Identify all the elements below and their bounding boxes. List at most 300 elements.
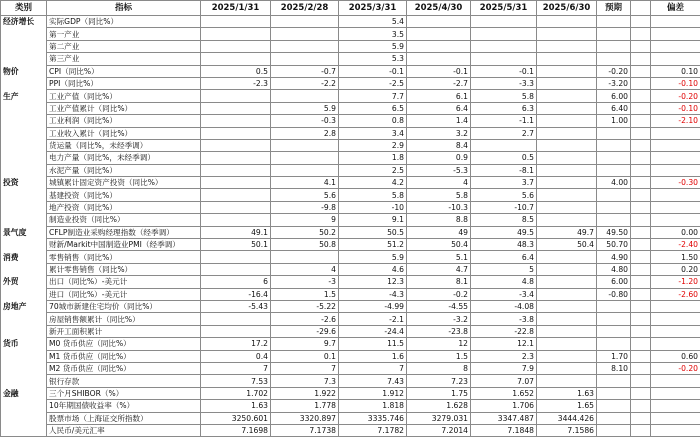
category-cell <box>1 362 47 374</box>
table-row <box>1 28 700 40</box>
forecast-cell <box>597 387 631 399</box>
indicator-label: 银行存款 <box>47 375 201 387</box>
value-cell: 7.9 <box>471 362 537 374</box>
deviation-cell <box>651 375 700 387</box>
value-cell: 0.1 <box>271 350 339 362</box>
indicator-label: PPI（同比%） <box>47 77 201 89</box>
value-cell: 1.8 <box>339 152 407 164</box>
value-cell: 4.7 <box>407 263 471 275</box>
value-cell: 5.8 <box>339 189 407 201</box>
category-cell <box>1 139 47 151</box>
value-cell <box>537 288 597 300</box>
table-row <box>1 40 700 52</box>
value-cell: 7.53 <box>201 375 271 387</box>
value-cell <box>631 127 651 139</box>
table-row <box>1 115 700 127</box>
value-cell: 3250.601 <box>201 412 271 424</box>
category-cell: 物价 <box>1 65 47 77</box>
value-cell: 1.5 <box>407 350 471 362</box>
table-row <box>1 400 700 412</box>
deviation-cell: 0.20 <box>651 263 700 275</box>
value-cell: -0.1 <box>471 65 537 77</box>
value-cell <box>631 375 651 387</box>
table-row <box>1 177 700 189</box>
value-cell: -4.55 <box>407 300 471 312</box>
value-cell <box>201 90 271 102</box>
value-cell: 1.778 <box>271 400 339 412</box>
value-cell <box>471 139 537 151</box>
value-cell <box>537 313 597 325</box>
table-row <box>1 350 700 362</box>
deviation-cell <box>651 139 700 151</box>
indicator-label: 新开工面积累计 <box>47 325 201 337</box>
value-cell: 4.1 <box>271 177 339 189</box>
value-cell: 0.8 <box>339 115 407 127</box>
value-cell: 0.5 <box>201 65 271 77</box>
value-cell: -16.4 <box>201 288 271 300</box>
table-row <box>1 139 700 151</box>
forecast-cell <box>597 313 631 325</box>
value-cell: 1.628 <box>407 400 471 412</box>
value-cell <box>631 350 651 362</box>
value-cell: -2.2 <box>271 77 339 89</box>
value-cell <box>407 16 471 28</box>
header-row <box>1 1 700 16</box>
value-cell <box>471 53 537 65</box>
value-cell: 7 <box>271 362 339 374</box>
table-row <box>1 424 700 436</box>
indicator-label: 人民币/美元汇率 <box>47 424 201 436</box>
value-cell <box>631 400 651 412</box>
value-cell: 7.1698 <box>201 424 271 436</box>
category-cell <box>1 288 47 300</box>
value-cell: 1.65 <box>537 400 597 412</box>
value-cell: 49.7 <box>537 226 597 238</box>
value-cell: 2.9 <box>339 139 407 151</box>
table-row <box>1 239 700 251</box>
table-row <box>1 201 700 213</box>
category-cell: 外贸 <box>1 276 47 288</box>
value-cell: 7.1738 <box>271 424 339 436</box>
value-cell: 50.4 <box>537 239 597 251</box>
table-row <box>1 288 700 300</box>
value-cell: -3.2 <box>407 313 471 325</box>
value-cell <box>537 350 597 362</box>
value-cell: 8 <box>407 362 471 374</box>
value-cell <box>631 276 651 288</box>
value-cell: 1.63 <box>537 387 597 399</box>
value-cell <box>537 300 597 312</box>
value-cell: 1.6 <box>339 350 407 362</box>
value-cell: 50.4 <box>407 239 471 251</box>
value-cell: 5.8 <box>471 90 537 102</box>
indicator-label: 城镇累计固定资产投资（同比%） <box>47 177 201 189</box>
value-cell <box>631 28 651 40</box>
category-cell <box>1 263 47 275</box>
deviation-cell: -0.20 <box>651 362 700 374</box>
value-cell: 4 <box>271 263 339 275</box>
value-cell: 5.9 <box>271 102 339 114</box>
value-cell <box>537 28 597 40</box>
value-cell: 6.4 <box>471 251 537 263</box>
forecast-cell: -0.80 <box>597 288 631 300</box>
table-row <box>1 152 700 164</box>
table-row <box>1 189 700 201</box>
indicator-label: 货运量（同比%，未经季调） <box>47 139 201 151</box>
value-cell: -8.1 <box>471 164 537 176</box>
deviation-cell: -2.60 <box>651 288 700 300</box>
value-cell <box>537 90 597 102</box>
deviation-cell <box>651 152 700 164</box>
table-body <box>1 16 700 437</box>
forecast-cell <box>597 16 631 28</box>
value-cell: 5 <box>471 263 537 275</box>
value-cell <box>631 263 651 275</box>
value-cell <box>537 177 597 189</box>
value-cell: 3444.426 <box>537 412 597 424</box>
deviation-cell <box>651 325 700 337</box>
deviation-cell <box>651 16 700 28</box>
value-cell <box>201 313 271 325</box>
value-cell <box>537 263 597 275</box>
value-cell: -3.4 <box>471 288 537 300</box>
value-cell: 11.5 <box>339 338 407 350</box>
indicator-label: 水泥产量（同比%） <box>47 164 201 176</box>
value-cell: 17.2 <box>201 338 271 350</box>
deviation-cell <box>651 300 700 312</box>
value-cell <box>271 28 339 40</box>
value-cell <box>537 139 597 151</box>
value-cell: 7.7 <box>339 90 407 102</box>
category-cell: 生产 <box>1 90 47 102</box>
value-cell <box>537 189 597 201</box>
value-cell: -3.8 <box>471 313 537 325</box>
table-row <box>1 263 700 275</box>
value-cell: -0.1 <box>407 65 471 77</box>
value-cell: 1.702 <box>201 387 271 399</box>
value-cell <box>631 214 651 226</box>
value-cell <box>407 40 471 52</box>
category-cell <box>1 239 47 251</box>
value-cell <box>631 189 651 201</box>
value-cell: 4.6 <box>339 263 407 275</box>
value-cell: -4.08 <box>471 300 537 312</box>
value-cell <box>201 263 271 275</box>
value-cell <box>537 102 597 114</box>
value-cell: 1.5 <box>271 288 339 300</box>
indicator-label: 基建投资（同比%） <box>47 189 201 201</box>
indicator-label: CPI（同比%） <box>47 65 201 77</box>
deviation-cell: -0.10 <box>651 102 700 114</box>
value-cell: -2.5 <box>339 77 407 89</box>
value-cell: 6.5 <box>339 102 407 114</box>
value-cell <box>471 40 537 52</box>
table-row <box>1 164 700 176</box>
value-cell: -1.1 <box>471 115 537 127</box>
indicator-label: 出口（同比%）-美元计 <box>47 276 201 288</box>
table-row <box>1 53 700 65</box>
value-cell <box>631 300 651 312</box>
col-header: 2025/4/30 <box>407 1 471 16</box>
value-cell: -5.3 <box>407 164 471 176</box>
table-row <box>1 214 700 226</box>
value-cell <box>631 201 651 213</box>
indicator-label: M1 货币供应（同比%） <box>47 350 201 362</box>
category-cell <box>1 115 47 127</box>
value-cell: 49 <box>407 226 471 238</box>
value-cell: 7.1848 <box>471 424 537 436</box>
value-cell <box>631 164 651 176</box>
indicator-label: 第三产业 <box>47 53 201 65</box>
forecast-cell: 4.90 <box>597 251 631 263</box>
forecast-cell <box>597 40 631 52</box>
value-cell <box>271 251 339 263</box>
forecast-cell <box>597 325 631 337</box>
value-cell <box>201 201 271 213</box>
value-cell: -4.3 <box>339 288 407 300</box>
value-cell <box>201 139 271 151</box>
category-cell <box>1 127 47 139</box>
col-header: 2025/3/31 <box>339 1 407 16</box>
value-cell <box>537 201 597 213</box>
value-cell: 4 <box>407 177 471 189</box>
category-cell: 消费 <box>1 251 47 263</box>
forecast-cell <box>597 152 631 164</box>
value-cell <box>537 251 597 263</box>
category-cell <box>1 77 47 89</box>
category-cell <box>1 28 47 40</box>
category-cell <box>1 325 47 337</box>
value-cell: -29.6 <box>271 325 339 337</box>
deviation-cell <box>651 164 700 176</box>
value-cell: 3.2 <box>407 127 471 139</box>
value-cell: 4.8 <box>471 276 537 288</box>
table-row <box>1 90 700 102</box>
value-cell: 7.43 <box>339 375 407 387</box>
value-cell <box>631 239 651 251</box>
value-cell <box>537 65 597 77</box>
indicator-label: 70城市新建住宅均价（同比%） <box>47 300 201 312</box>
value-cell <box>537 77 597 89</box>
forecast-cell <box>597 412 631 424</box>
deviation-cell <box>651 201 700 213</box>
forecast-cell: 1.00 <box>597 115 631 127</box>
deviation-cell <box>651 424 700 436</box>
category-cell <box>1 313 47 325</box>
value-cell <box>537 16 597 28</box>
col-header: 2025/1/31 <box>201 1 271 16</box>
value-cell <box>537 127 597 139</box>
table-row <box>1 412 700 424</box>
forecast-cell <box>597 214 631 226</box>
value-cell <box>537 40 597 52</box>
value-cell <box>631 102 651 114</box>
value-cell: 1.75 <box>407 387 471 399</box>
value-cell: -9.8 <box>271 201 339 213</box>
value-cell <box>631 338 651 350</box>
category-cell: 景气度 <box>1 226 47 238</box>
value-cell: 9.1 <box>339 214 407 226</box>
value-cell <box>201 127 271 139</box>
deviation-cell <box>651 400 700 412</box>
value-cell: 1.652 <box>471 387 537 399</box>
deviation-cell: -0.30 <box>651 177 700 189</box>
forecast-cell: 50.70 <box>597 239 631 251</box>
value-cell <box>201 152 271 164</box>
indicator-label: 房屋销售额累计（同比%） <box>47 313 201 325</box>
value-cell <box>201 251 271 263</box>
value-cell: 3.4 <box>339 127 407 139</box>
indicator-label: 地产投资（同比%） <box>47 201 201 213</box>
indicator-label: 进口（同比%）-美元计 <box>47 288 201 300</box>
value-cell: 7 <box>201 362 271 374</box>
table-row <box>1 375 700 387</box>
forecast-cell <box>597 424 631 436</box>
value-cell <box>631 40 651 52</box>
value-cell <box>201 28 271 40</box>
value-cell: 1.912 <box>339 387 407 399</box>
value-cell: 5.3 <box>339 53 407 65</box>
table-row <box>1 313 700 325</box>
value-cell <box>631 65 651 77</box>
value-cell <box>537 375 597 387</box>
indicator-label: 财新/Markit中国制造业PMI（经季调） <box>47 239 201 251</box>
value-cell <box>537 338 597 350</box>
indicator-label: 工业利润（同比%） <box>47 115 201 127</box>
value-cell: 5.4 <box>339 16 407 28</box>
value-cell: 50.8 <box>271 239 339 251</box>
value-cell: 8.4 <box>407 139 471 151</box>
value-cell <box>271 53 339 65</box>
table-row <box>1 16 700 28</box>
forecast-cell <box>597 201 631 213</box>
category-cell <box>1 400 47 412</box>
value-cell: 0.4 <box>201 350 271 362</box>
indicator-label: 累计零售销售（同比%） <box>47 263 201 275</box>
value-cell: 49.1 <box>201 226 271 238</box>
category-cell: 金融 <box>1 387 47 399</box>
value-cell: 7.3 <box>271 375 339 387</box>
forecast-cell <box>597 300 631 312</box>
value-cell: 1.922 <box>271 387 339 399</box>
value-cell <box>201 177 271 189</box>
indicator-label: 制造业投资（同比%） <box>47 214 201 226</box>
value-cell: 1.63 <box>201 400 271 412</box>
category-cell: 货币 <box>1 338 47 350</box>
forecast-cell <box>597 375 631 387</box>
value-cell: 6 <box>201 276 271 288</box>
value-cell <box>201 214 271 226</box>
deviation-cell <box>651 387 700 399</box>
deviation-cell: 0.60 <box>651 350 700 362</box>
value-cell: 5.9 <box>339 251 407 263</box>
deviation-cell <box>651 214 700 226</box>
value-cell <box>631 90 651 102</box>
indicator-label: 三个月SHIBOR（%） <box>47 387 201 399</box>
category-cell: 经济增长 <box>1 16 47 28</box>
value-cell <box>201 325 271 337</box>
category-cell <box>1 214 47 226</box>
value-cell <box>631 387 651 399</box>
col-header: 偏差 <box>651 1 700 16</box>
col-header: 2025/5/31 <box>471 1 537 16</box>
value-cell <box>201 40 271 52</box>
value-cell <box>631 16 651 28</box>
value-cell: 8.1 <box>407 276 471 288</box>
indicator-label: 零售销售（同比%） <box>47 251 201 263</box>
value-cell <box>537 276 597 288</box>
value-cell: 49.5 <box>471 226 537 238</box>
value-cell: 1.706 <box>471 400 537 412</box>
value-cell <box>471 28 537 40</box>
category-cell <box>1 424 47 436</box>
value-cell: 5.6 <box>471 189 537 201</box>
value-cell <box>537 164 597 176</box>
value-cell: 5.6 <box>271 189 339 201</box>
indicator-label: CFLP制造业采购经理指数（经季调） <box>47 226 201 238</box>
category-cell <box>1 375 47 387</box>
category-cell <box>1 164 47 176</box>
value-cell: 50.1 <box>201 239 271 251</box>
col-header: 2025/6/30 <box>537 1 597 16</box>
value-cell: 12.3 <box>339 276 407 288</box>
value-cell <box>201 16 271 28</box>
value-cell <box>631 177 651 189</box>
indicator-label: 实际GDP（同比%） <box>47 16 201 28</box>
value-cell: 5.8 <box>407 189 471 201</box>
deviation-cell: -1.20 <box>651 276 700 288</box>
value-cell: 50.2 <box>271 226 339 238</box>
forecast-cell <box>597 338 631 350</box>
indicator-label: 10年期国债收益率（%） <box>47 400 201 412</box>
value-cell: 7.23 <box>407 375 471 387</box>
value-cell: 2.3 <box>471 350 537 362</box>
category-cell <box>1 350 47 362</box>
forecast-cell: 6.40 <box>597 102 631 114</box>
deviation-cell: -2.40 <box>651 239 700 251</box>
table-row <box>1 300 700 312</box>
deviation-cell: -0.20 <box>651 90 700 102</box>
deviation-cell <box>651 338 700 350</box>
value-cell <box>471 16 537 28</box>
value-cell: 7.1586 <box>537 424 597 436</box>
value-cell: 6.1 <box>407 90 471 102</box>
table-row <box>1 127 700 139</box>
deviation-cell <box>651 28 700 40</box>
forecast-cell <box>597 189 631 201</box>
table-row <box>1 338 700 350</box>
forecast-cell <box>597 400 631 412</box>
value-cell: -24.4 <box>339 325 407 337</box>
value-cell: 12.1 <box>471 338 537 350</box>
value-cell <box>201 102 271 114</box>
indicator-label: M2 货币供应（同比%） <box>47 362 201 374</box>
value-cell: -22.8 <box>471 325 537 337</box>
value-cell <box>537 214 597 226</box>
value-cell: 2.8 <box>271 127 339 139</box>
col-header: 预期 <box>597 1 631 16</box>
value-cell: 6.4 <box>407 102 471 114</box>
indicator-label: M0 货币供应（同比%） <box>47 338 201 350</box>
value-cell: 5.9 <box>339 40 407 52</box>
value-cell: 7.07 <box>471 375 537 387</box>
indicator-label: 股票市场（上海证交所指数） <box>47 412 201 424</box>
value-cell: 1.4 <box>407 115 471 127</box>
category-cell: 投资 <box>1 177 47 189</box>
forecast-cell: 6.00 <box>597 90 631 102</box>
deviation-cell: 1.50 <box>651 251 700 263</box>
value-cell <box>631 152 651 164</box>
